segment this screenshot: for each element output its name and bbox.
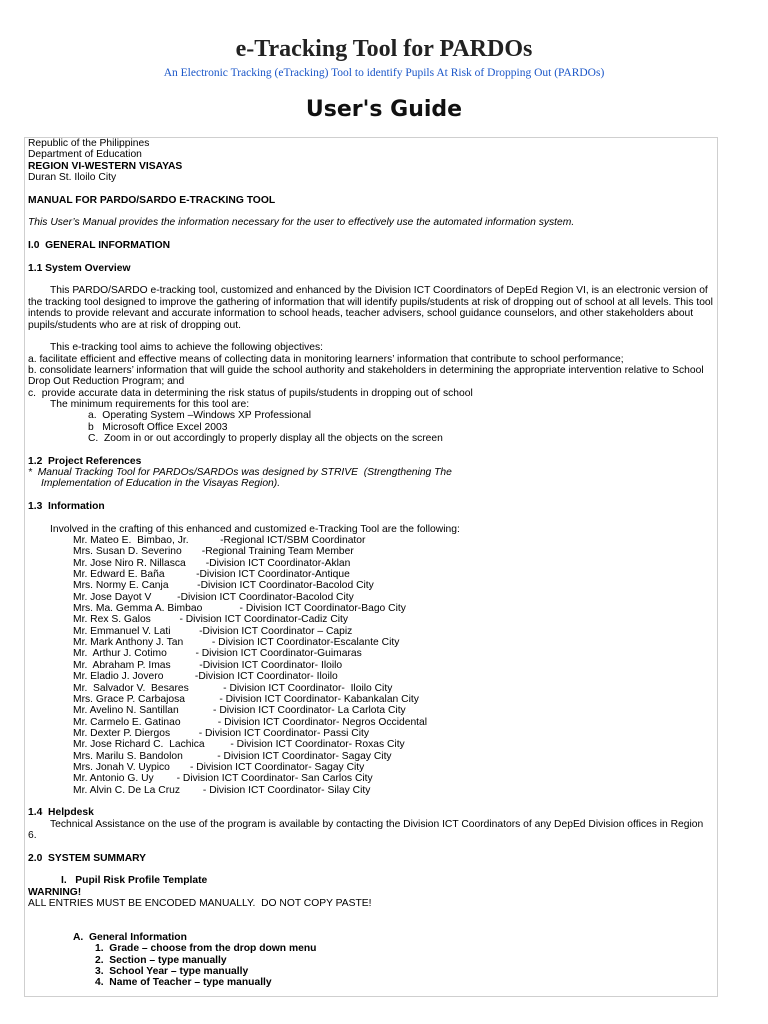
objectives-intro: This e-tracking tool aims to achieve the following objectives:: [50, 342, 323, 354]
contributor-name: Mrs. Normy E. Canja: [73, 580, 169, 592]
contributor-row: [28, 683, 713, 694]
contributor-row: [28, 614, 713, 625]
contributor-spacer: [205, 739, 231, 750]
objective-item: b. consolidate learners’ information that will guide the school authority and stakeholders in determining the appropriate intervention relative to School Drop Out Reduction Program; and: [28, 364, 704, 388]
contributors-list: [28, 535, 713, 796]
reference-line: Implementation of Education in the Visayas Region).: [41, 478, 281, 490]
contributor-name: Mrs. Grace P. Carbajosa: [73, 693, 185, 705]
contributor-spacer: [170, 626, 199, 637]
contributor-name: Mr. Salvador V. Besares: [73, 682, 189, 694]
contributor-spacer: [202, 603, 239, 614]
section-heading-information: 1.3 Information: [28, 501, 105, 512]
contributor-spacer: [181, 717, 218, 728]
contributor-role: -Division ICT Coordinator-Aklan: [205, 557, 351, 569]
contributor-role: - Division ICT Coordinator- San Carlos City: [176, 773, 373, 785]
document-title: e-Tracking Tool for PARDOs: [235, 36, 533, 62]
contributor-name: Mr. Carmelo E. Gatinao: [73, 716, 181, 728]
contributor-name: Mr. Jose Richard C. Lachica: [73, 739, 205, 751]
contributor-row: [28, 762, 713, 773]
contributor-spacer: [167, 648, 196, 659]
contributor-role: - Division ICT Coordinator- Kabankalan City: [219, 693, 419, 705]
contributor-name: Mrs. Ma. Gemma A. Bimbao: [73, 603, 203, 615]
contributor-name: Mr. Antonio G. Uy: [73, 773, 154, 785]
contributor-row: [28, 728, 713, 739]
contributor-role: - Division ICT Coordinator- Sagay City: [217, 750, 392, 762]
contributor-role: -Division ICT Coordinator- Iloilo: [194, 671, 338, 683]
contributor-role: -Division ICT Coordinator-Bacolod City: [177, 591, 354, 603]
contributor-row: [28, 626, 713, 637]
contributor-spacer: [185, 694, 219, 705]
contributor-name: Mr. Avelino N. Santillan: [73, 705, 179, 717]
requirement-item: C. Zoom in or out accordingly to properly display all the objects on the screen: [88, 432, 443, 444]
contributor-name: Mr. Abraham P. Imas: [73, 659, 171, 671]
contributor-row: [28, 580, 713, 591]
section-heading-general: I.0 GENERAL INFORMATION: [28, 240, 171, 252]
contributor-spacer: [179, 705, 213, 716]
contributor-role: - Division ICT Coordinator-Escalante City: [211, 637, 400, 649]
contributor-role: - Division ICT Coordinator- La Carlota City: [213, 705, 406, 717]
contributor-spacer: [163, 671, 194, 682]
contributor-name: Mr. Mark Anthony J. Tan: [73, 637, 184, 649]
helpdesk-paragraph: Technical Assistance on the use of the program is available by contacting the Division ICT Coordinators of any DepEd Division offices in Region 6.: [28, 818, 704, 841]
contributor-name: Mrs. Marilu S. Bandolon: [73, 750, 183, 762]
section-heading-overview: 1.1 System Overview: [28, 262, 131, 274]
reference-line: * Manual Tracking Tool for PARDOs/SARDOs was designed by STRIVE (Strengthening The: [28, 466, 452, 478]
contributor-spacer: [186, 558, 206, 569]
contributor-row: [28, 705, 713, 716]
contributor-spacer: [183, 637, 212, 648]
contributor-spacer: [189, 535, 220, 546]
contributor-role: -Division ICT Coordinator – Capiz: [199, 625, 353, 637]
contributor-name: Mr. Dexter P. Diergos: [73, 727, 171, 739]
contributor-row: [28, 558, 713, 569]
requirement-item: a. Operating System –Windows XP Professional: [88, 410, 312, 422]
general-info-heading: A. General Information: [73, 932, 187, 944]
contributor-spacer: [169, 580, 198, 591]
contributor-role: - Division ICT Coordinator- Negros Occidental: [217, 716, 428, 728]
org-line: Duran St. Iloilo City: [28, 172, 117, 184]
contributor-role: -Regional Training Team Member: [201, 546, 354, 558]
contributor-name: Mr. Arthur J. Cotimo: [73, 648, 167, 660]
template-heading: I. Pupil Risk Profile Template: [61, 875, 208, 887]
contributor-row: [28, 739, 713, 750]
contributor-spacer: [183, 751, 217, 762]
contributor-row: [28, 751, 713, 762]
contributor-spacer: [151, 614, 180, 625]
contributor-spacer: [154, 773, 177, 784]
contributor-name: Mr. Mateo E. Bimbao, Jr.: [73, 535, 189, 547]
warning-text: ALL ENTRIES MUST BE ENCODED MANUALLY. DO NOT COPY PASTE!: [28, 898, 372, 910]
information-intro: Involved in the crafting of this enhanced and customized e-Tracking Tool are the following:: [50, 523, 460, 535]
section-heading-references: 1.2 Project References: [28, 455, 142, 467]
objective-item: a. facilitate efficient and effective means of collecting data in monitoring learners’ information that contribute to school performance;: [28, 353, 624, 365]
users-guide-heading: User's Guide: [305, 97, 463, 122]
overview-paragraph: This PARDO/SARDO e-tracking tool, customized and enhanced by the Division ICT Coordinators of DepEd Region VI, is an electronic version of the tracking tool designed to improve the gathering of information that will identify pupils/students at risk of dropping out of school at all levels. This tool intends to provide relevant and accurate information to school heads, teacher advisers, school guidance counselors, and other stakeholders about pupils/students who are at risk of dropping out.: [28, 285, 713, 331]
document-subtitle: An Electronic Tracking (eTracking) Tool to identify Pupils At Risk of Dropping Out (PARDOs): [163, 67, 605, 79]
contributor-row: [28, 694, 713, 705]
document-body-frame: [24, 137, 718, 997]
manual-title: MANUAL FOR PARDO/SARDO E-TRACKING TOOL: [28, 194, 276, 206]
contributor-role: - Division ICT Coordinator- Roxas City: [230, 739, 405, 751]
section-heading-system-summary: 2.0 SYSTEM SUMMARY: [28, 852, 147, 864]
contributor-role: -Division ICT Coordinator- Iloilo: [199, 659, 343, 671]
contributor-role: -Regional ICT/SBM Coordinator: [220, 535, 366, 547]
general-info-item: 4. Name of Teacher – type manually: [95, 977, 272, 989]
contributor-name: Mr. Alvin C. De La Cruz: [73, 784, 181, 796]
contributor-row: [28, 535, 713, 546]
contributor-name: Mrs. Susan D. Severino: [73, 546, 182, 558]
contributor-row: [28, 671, 713, 682]
contributor-row: [28, 603, 713, 614]
contributor-row: [28, 773, 713, 784]
warning-label: WARNING!: [28, 886, 82, 898]
org-line: Department of Education: [28, 149, 142, 161]
manual-intro: This User’s Manual provides the information necessary for the user to effectively use the automated information system.: [28, 217, 575, 229]
document-content: [28, 138, 713, 989]
contributor-name: Mr. Jose Niro R. Nillasca: [73, 557, 186, 569]
contributor-row: [28, 569, 713, 580]
contributor-role: - Division ICT Coordinator- Iloilo City: [223, 682, 393, 694]
contributor-row: [28, 785, 713, 796]
objective-item: c. provide accurate data in determining the risk status of pupils/students in dropping out of school: [28, 387, 473, 399]
contributor-row: [28, 660, 713, 671]
general-info-item: 2. Section – type manually: [95, 954, 227, 966]
section-heading-helpdesk: 1.4 Helpdesk: [28, 807, 94, 819]
contributor-name: Mrs. Jonah V. Uypico: [73, 761, 170, 773]
requirements-intro: The minimum requirements for this tool are:: [50, 398, 250, 410]
contributor-role: - Division ICT Coordinator- Silay City: [202, 784, 371, 796]
contributor-row: [28, 637, 713, 648]
general-info-item: 3. School Year – type manually: [95, 966, 249, 978]
org-line: REGION VI-WESTERN VISAYAS: [28, 160, 183, 172]
contributor-row: [28, 546, 713, 557]
contributor-row: [28, 717, 713, 728]
contributor-spacer: [189, 683, 223, 694]
contributor-role: - Division ICT Coordinator-Cadiz City: [179, 614, 349, 626]
contributor-name: Mr. Edward E. Baña: [73, 569, 165, 581]
contributor-role: - Division ICT Coordinator-Guimaras: [195, 648, 362, 660]
contributor-name: Mr. Rex S. Galos: [73, 614, 151, 626]
contributor-spacer: [170, 728, 199, 739]
requirement-item: b Microsoft Office Excel 2003: [88, 421, 228, 433]
contributor-spacer: [182, 546, 202, 557]
contributor-role: - Division ICT Coordinator- Sagay City: [189, 761, 365, 773]
contributor-name: Mr. Jose Dayot V: [73, 591, 152, 603]
contributor-name: Mr. Emmanuel V. Lati: [73, 625, 171, 637]
org-line: Republic of the Philippines: [28, 138, 150, 149]
contributor-role: -Division ICT Coordinator-Antique: [196, 569, 350, 581]
contributor-spacer: [180, 785, 203, 796]
contributor-spacer: [171, 660, 200, 671]
contributor-role: - Division ICT Coordinator-Bago City: [239, 603, 406, 615]
contributor-spacer: [170, 762, 190, 773]
contributor-spacer: [151, 592, 177, 603]
contributor-spacer: [165, 569, 196, 580]
contributor-row: [28, 592, 713, 603]
contributor-row: [28, 648, 713, 659]
contributor-name: Mr. Eladio J. Jovero: [73, 671, 164, 683]
general-info-item: 1. Grade – choose from the drop down menu: [95, 943, 317, 955]
contributor-role: - Division ICT Coordinator- Passi City: [198, 727, 370, 739]
contributor-role: -Division ICT Coordinator-Bacolod City: [197, 580, 374, 592]
